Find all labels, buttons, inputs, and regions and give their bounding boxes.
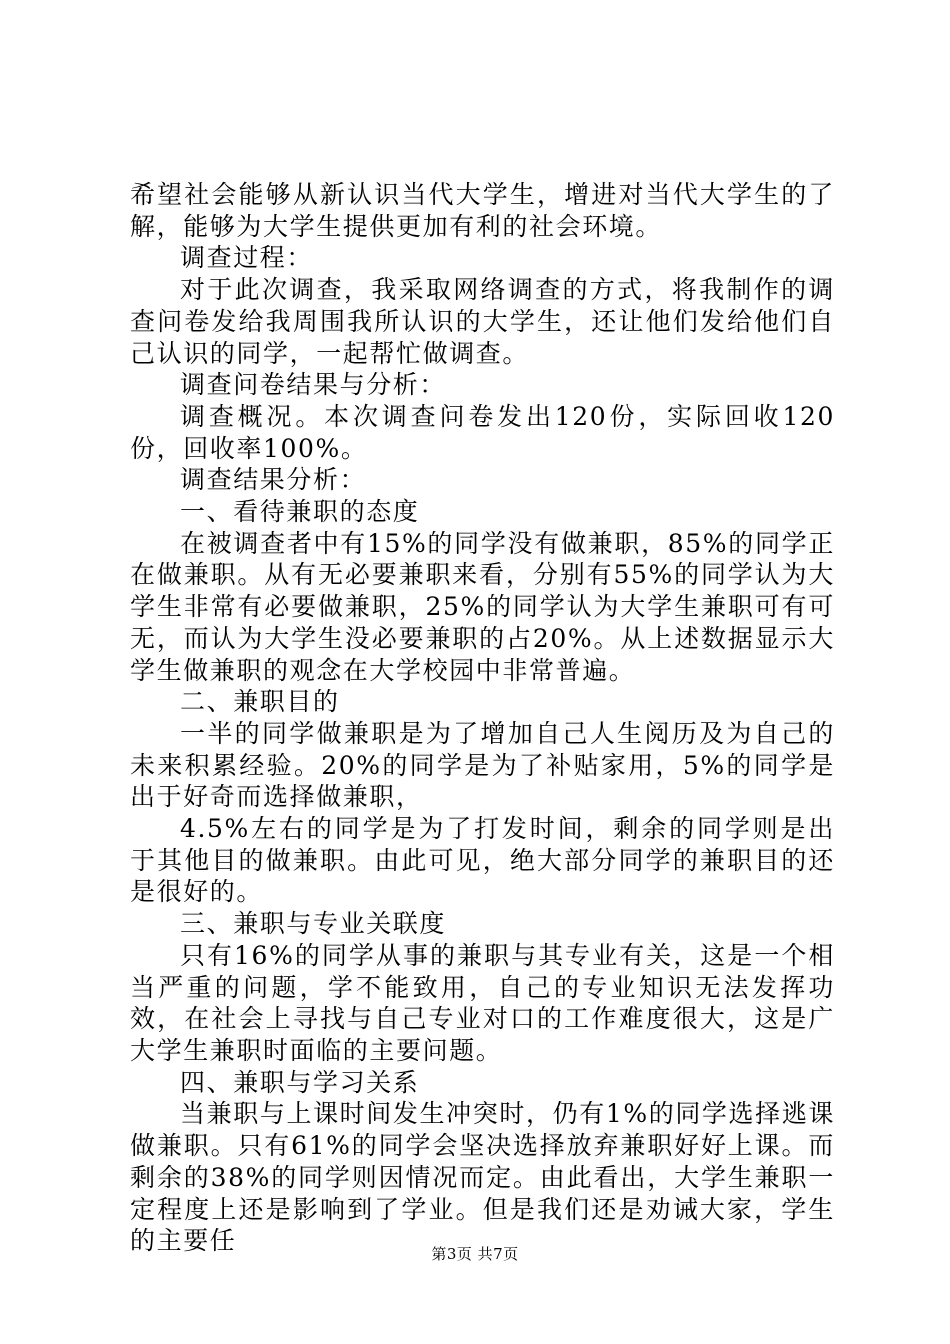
paragraph-section-4: 当兼职与上课时间发生冲突时，仍有1%的同学选择逃课做兼职。只有61%的同学会坚决选择放弃兼职好好上课。而剩余的38%的同学则因情况而定。由此看出，大学生兼职一定程度上还是影响到了学业。但是我们还是劝诫大家，学生的主要任	[130, 1099, 835, 1256]
paragraph-section-2a: 一半的同学做兼职是为了增加自己人生阅历及为自己的未来积累经验。20%的同学是为了补贴家用，5%的同学是出于好奇而选择做兼职，	[130, 718, 835, 812]
heading-analysis: 调查结果分析：	[180, 465, 367, 495]
heading-survey-process: 调查过程：	[180, 243, 314, 273]
paragraph-survey-overview: 调查概况。本次调查问卷发出120份，实际回收120份，回收率100%。	[130, 401, 835, 463]
heading-section-3: 三、兼职与专业关联度	[180, 909, 447, 939]
page-footer: 第3页 共7页	[431, 1245, 519, 1263]
heading-section-1: 一、看待兼职的态度	[180, 497, 420, 527]
paragraph-survey-method: 对于此次调查，我采取网络调查的方式，将我制作的调查问卷发给我周围我所认识的大学生，还让他们发给他们自己认识的同学，一起帮忙做调查。	[130, 275, 835, 368]
paragraph-section-3: 只有16%的同学从事的兼职与其专业有关，这是一个相当严重的问题，学不能致用，自己的专业知识无法发挥功效，在社会上寻找与自己专业对口的工作难度很大，这是广大学生兼职时面临的主要问题。	[130, 940, 835, 1065]
paragraph-section-1: 在被调查者中有15%的同学没有做兼职，85%的同学正在做兼职。从有无必要兼职来看，分别有55%的同学认为大学生非常有必要做兼职，25%的同学认为大学生兼职可有可无，而认为大学生没必要兼职的占20%。从上述数据显示大学生做兼职的观念在大学校园中非常普遍。	[130, 528, 835, 685]
heading-results-analysis: 调查问卷结果与分析：	[180, 370, 447, 400]
paragraph-section-2b: 4.5%左右的同学是为了打发时间，剩余的同学则是出于其他目的做兼职。由此可见，绝大部分同学的兼职目的还是很好的。	[130, 814, 835, 907]
heading-section-4: 四、兼职与学习关系	[180, 1067, 420, 1097]
document-body	[130, 179, 835, 1257]
heading-section-2: 二、兼职目的	[180, 687, 340, 717]
paragraph-intro-continued: 希望社会能够从新认识当代大学生，增进对当代大学生的了解，能够为大学生提供更加有利的社会环境。	[130, 180, 835, 241]
